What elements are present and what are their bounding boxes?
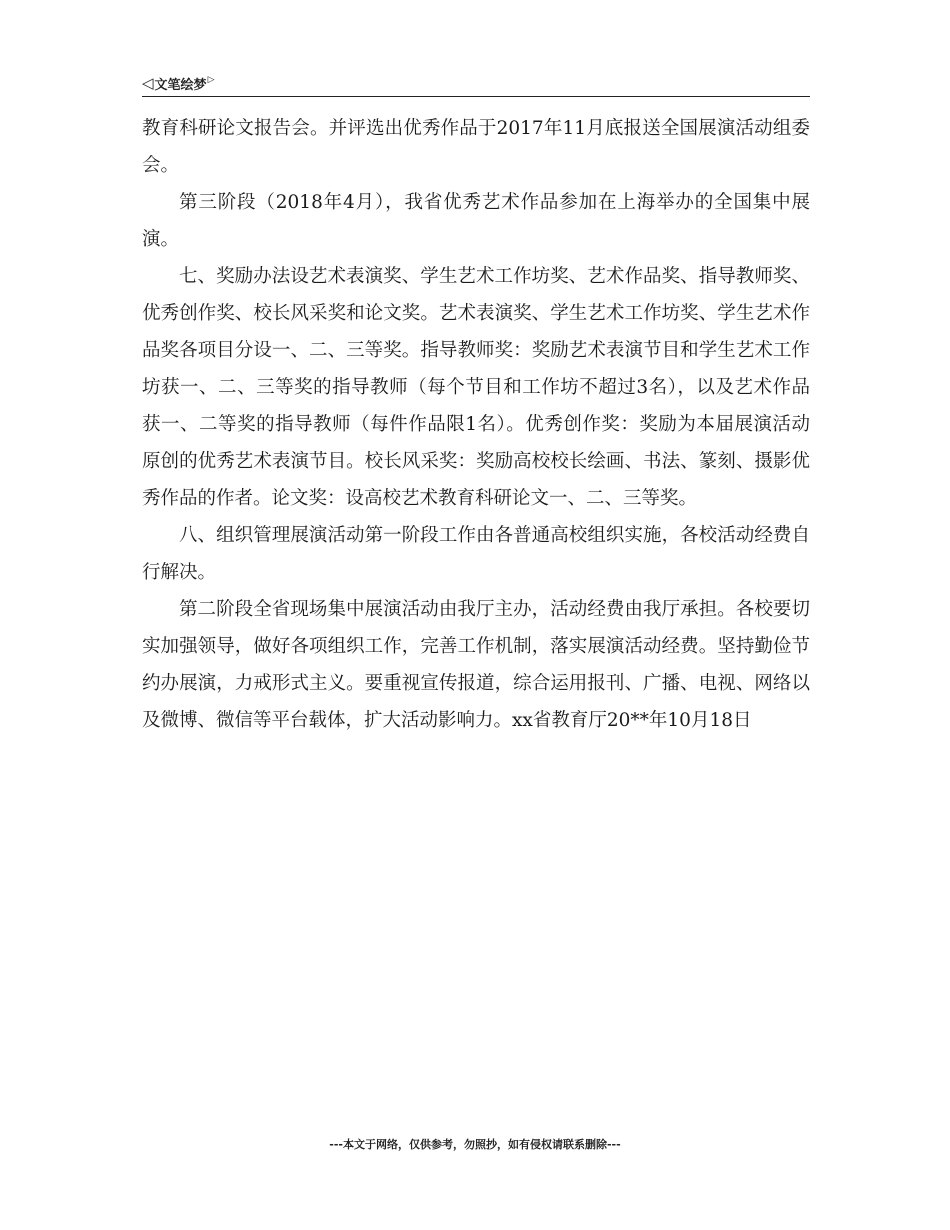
paragraph-1: 教育科研论文报告会。并评选出优秀作品于2017年11月底报送全国展演活动组委会。 xyxy=(142,118,810,176)
paragraph-4: 八、组织管理展演活动第一阶段工作由各普通高校组织实施，各校活动经费自行解决。 xyxy=(142,525,810,583)
triangle-right-icon: ▷ xyxy=(207,75,215,85)
paragraph-3: 七、奖励办法设艺术表演奖、学生艺术工作坊奖、艺术作品奖、指导教师奖、优秀创作奖、校长风采奖和论文奖。艺术表演奖、学生艺术工作坊奖、学生艺术作品奖各项目分设一、二、三等奖。指导教师奖：奖励艺术表演节目和学生艺术工作坊获一、二、三等奖的指导教师（每个节目和工作坊不超过3名），以及艺术作品获一、二等奖的指导教师（每件作品限1名）。优秀创作奖：奖励为本届展演活动原创的优秀艺术表演节目。校长风采奖：奖励高校校长绘画、书法、篆刻、摄影优秀作品的作者。论文奖：设高校艺术教育科研论文一、二、三等奖。 xyxy=(142,266,810,509)
paragraph-2: 第三阶段（2018年4月），我省优秀艺术作品参加在上海举办的全国集中展演。 xyxy=(142,192,810,250)
header-brand xyxy=(142,74,214,93)
page-footer: ---本文于网络，仅供参考，勿照抄，如有侵权请联系删除--- xyxy=(329,1138,621,1151)
header-brand-text: 文笔绘梦 xyxy=(154,78,207,93)
page-header xyxy=(142,72,810,97)
document-body xyxy=(142,110,810,739)
paragraph-5: 第二阶段全省现场集中展演活动由我厅主办，活动经费由我厅承担。各校要切实加强领导，做好各项组织工作，完善工作机制，落实展演活动经费。坚持勤俭节约办展演，力戒形式主义。要重视宣传报道，综合运用报刊、广播、电视、网络以及微博、微信等平台载体，扩大活动影响力。xx省教育厅20**年10月18日 xyxy=(142,599,810,731)
triangle-left-icon: ◁ xyxy=(142,74,154,92)
